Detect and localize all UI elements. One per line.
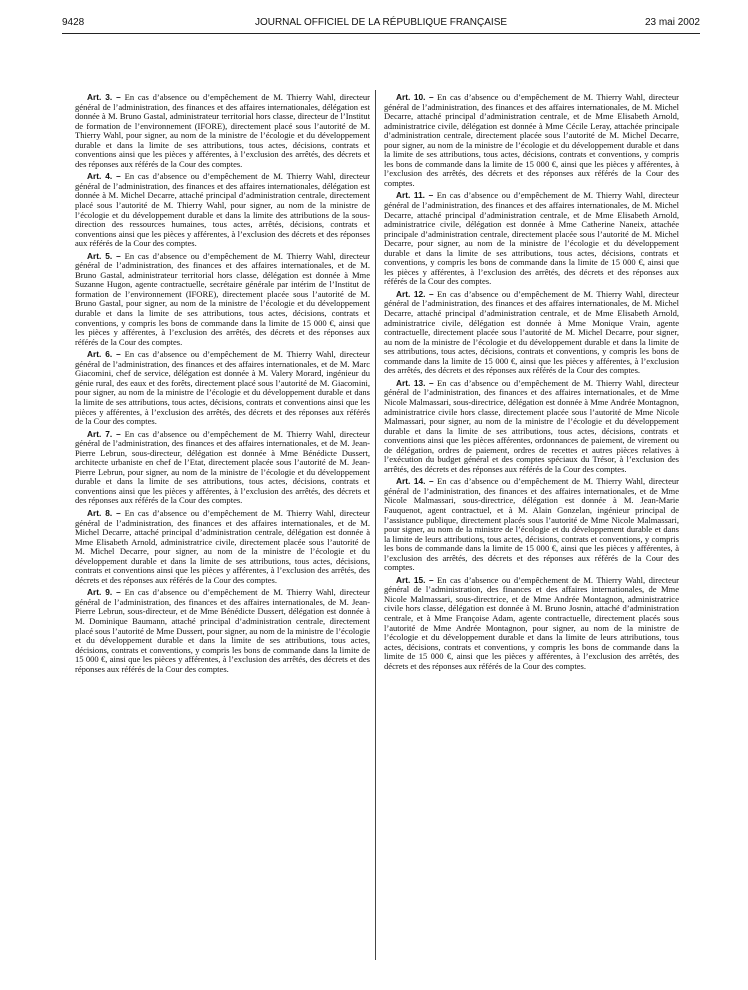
header-rule <box>62 33 700 34</box>
article-text: En cas d’absence ou d’empêchement de M. Thierry Wahl, directeur général de l’administration, des finances et des affaires internationales, de M. Michel Decarre, attaché principal d’administration centrale, et de Mme Elisabeth Arnold, administratrice civile, délégation est donnée à Mme Cécile Leray, attachée principale d’administration centrale, directement placée sous l’autorité de M. Michel Decarre, pour signer, au nom de la ministre de l’écologie et du développement durable et dans la limite de ses attributions, tous actes, décisions, contrats et conventions, y compris les bons de commande dans la limite de 15 000 €, ainsi que les pièces y afférentes, à l’exclusion des arrêtés, des décrets et des réponses aux référés de la Cour des comptes. <box>384 92 679 188</box>
page-number: 9428 <box>62 17 85 28</box>
article-6 <box>75 350 370 426</box>
article-7 <box>75 430 370 506</box>
column-divider <box>375 90 376 960</box>
article-text: En cas d’absence ou d’empêchement de M. Thierry Wahl, directeur général de l’administration, des finances et des affaires internationales, et de M. Marc Giacomini, chef de service, délégation est donnée à M. Valery Morard, ingénieur du génie rural, des eaux et des forêts, directement placé sous l’autorité de M. Giacomini, pour signer, au nom de la ministre de l’écologie et du développement durable et dans la limite de ses attributions, tous actes, décisions, contrats et conventions ainsi que les pièces y afférentes, à l’exclusion des arrêtés, des décrets et des réponses aux référés de la Cour des comptes. <box>75 349 370 427</box>
right-column <box>384 93 679 674</box>
article-4 <box>75 172 370 248</box>
article-5 <box>75 252 370 347</box>
article-label: Art. 4. – <box>87 171 121 182</box>
article-10 <box>384 93 679 188</box>
article-label: Art. 7. – <box>87 428 121 439</box>
article-text: En cas d’absence ou d’empêchement de M. Thierry Wahl, directeur général de l’administration, des finances et des affaires internationales, de M. Jean-Pierre Lebrun, sous-directeur, et de Mme Bénédicte Dussert, délégation est donnée à M. Dominique Baumann, attaché principal d’administration centrale, directement placé sous l’autorité de Mme Dussert, pour signer, au nom de la ministre de l’écologie et du développement durable et dans la limite de ses attributions, tous actes, décisions, contrats et conventions, y compris les bons de commande dans la limite de 15 000 €, ainsi que les pièces y afférentes, à l’exclusion des arrêtés, des décrets et des réponses aux référés de la Cour des comptes. <box>75 587 370 674</box>
article-label: Art. 13. – <box>396 377 434 388</box>
article-9 <box>75 588 370 674</box>
article-text: En cas d’absence ou d’empêchement de M. Thierry Wahl, directeur général de l’administration, des finances et des affaires internationales, délégation est donnée à M. Michel Decarre, attaché principal d’administration centrale, directement placé sous l’autorité de M. Thierry Wahl, pour signer, au nom de la ministre de l’écologie et du développement durable et dans la limite des attributions de la sous-direction des ressources humaines, tous actes, arrêtés, décisions, contrats et conventions ainsi que les pièces y afférentes, à l’exclusion des décrets et des réponses aux référés de la Cour des comptes. <box>75 171 370 249</box>
article-11 <box>384 191 679 286</box>
article-label: Art. 12. – <box>396 288 434 299</box>
article-label: Art. 9. – <box>87 587 121 598</box>
article-text: En cas d’absence ou d’empêchement de M. Thierry Wahl, directeur général de l’administration, des finances et des affaires internationales, et de M. Bruno Gastal, administrateur territorial hors classe, délégation est donnée à Mme Suzanne Hugon, agente contractuelle, secrétaire générale par intérim de l’Institut de formation de l’environnement (IFORE), directement placée sous l’autorité de M. Bruno Gastal, pour signer, au nom de la ministre de l’écologie et du développement durable et dans la limite de ses attributions, tous actes, décisions, contrats et conventions, y compris les bons de commande dans la limite de 15 000 €, ainsi que les pièces y afférentes, à l’exclusion des arrêtés, des décrets et des réponses aux référés de la Cour des comptes. <box>75 250 370 347</box>
article-label: Art. 10. – <box>396 92 434 102</box>
article-text: En cas d’absence ou d’empêchement de M. Thierry Wahl, directeur général de l’administration, des finances et des affaires internationales, de M. Michel Decarre, attaché principal d’administration centrale, et de Mme Elisabeth Arnold, administratrice civile, délégation est donnée à Mme Catherine Naneix, attachée principale d’administration centrale, directement placée sous l’autorité de M. Michel Decarre, pour signer, au nom de la ministre de l’écologie et du développement durable et dans la limite de ses attributions, tous actes, décisions, contrats et conventions, y compris les bons de commande dans la limite de 15 000 €, ainsi que les pièces y afférentes, à l’exclusion des arrêtés, des décrets et des réponses aux référés de la Cour des comptes. <box>384 190 680 287</box>
article-13 <box>384 379 679 474</box>
article-label: Art. 8. – <box>87 507 121 518</box>
article-label: Art. 14. – <box>396 476 434 487</box>
left-column <box>75 93 370 677</box>
article-label: Art. 15. – <box>396 574 434 585</box>
article-14 <box>384 477 679 572</box>
article-text: En cas d’absence ou d’empêchement de M. Thierry Wahl, directeur général de l’administration, des finances et des affaires internationales, et de M. Jean-Pierre Lebrun, sous-directeur, délégation est donnée à Mme Bénédicte Dussert, architecte urbaniste en chef de l’Etat, directement placée sous l’autorité de M. Jean-Pierre Lebrun, pour signer, au nom de la ministre de l’écologie et du développement durable et dans la limite de ses attributions, tous actes, décisions, contrats et conventions ainsi que les pièces y afférentes, à l’exclusion des arrêtés, des décrets et des réponses aux référés de la Cour des comptes. <box>75 428 370 506</box>
article-label: Art. 6. – <box>87 349 121 360</box>
page-header <box>62 17 700 31</box>
article-text: En cas d’absence ou d’empêchement de M. Thierry Wahl, directeur général de l’administration, des finances et des affaires internationales, et de Mme Nicole Malmassari, sous-directrice, délégation est donnée à M. Jean-Marie Fauquenot, agent contractuel, et à M. Alain Gonzelan, ingénieur principal de l’assistance publique, directement placés sous l’autorité de Mme Nicole Malmassari, pour signer, au nom de la ministre de l’écologie et du développement durable et dans la limite de leurs attributions, tous actes, décisions, contrats et conventions, y compris les bons de commande dans la limite de 15 000 €, ainsi que les pièces y afférentes, à l’exclusion des arrêtés, des décrets et des réponses aux référés de la Cour des comptes. <box>384 476 679 573</box>
article-8 <box>75 509 370 585</box>
article-15 <box>384 576 679 671</box>
article-text: En cas d’absence ou d’empêchement de M. Thierry Wahl, directeur général de l’administration, des finances et des affaires internationales, délégation est donnée à M. Bruno Gastal, administrateur territorial hors classe, directeur de l’Institut de formation de l’environnement (IFORE), directement placé sous l’autorité de M. Thierry Wahl, pour signer, au nom de la ministre de l’écologie et du développement durable et dans la limite de ses attributions, tous actes, décisions, contrats et conventions ainsi que les pièces y afférentes, à l’exclusion des arrêtés, des décrets et des réponses aux référés de la Cour des comptes. <box>75 92 370 169</box>
article-label: Art. 11. – <box>396 190 434 201</box>
publication-date: 23 mai 2002 <box>644 17 700 28</box>
article-label: Art. 3. – <box>87 92 121 102</box>
article-text: En cas d’absence ou d’empêchement de M. Thierry Wahl, directeur général de l’administration, des finances et des affaires internationales, et de Mme Nicole Malmassari, sous-directrice, délégation est donnée à Mme Andrée Montagnon, administratrice civile hors classe, directement placée sous l’autorité de Mme Nicole Malmassari, pour signer, au nom de la ministre de l’écologie et du développement durable et dans la limite de ses attributions, tous actes, décisions, contrats et conventions ainsi que les pièces afférentes, ordonnances de paiement, de virement ou de délégation, ordres de paiement, ordres de recettes et autres pièces relatives à l’exécution du budget général et des comptes spéciaux du Trésor, à l’exclusion des arrêtés, des décrets et des réponses aux référés de la Cour des comptes. <box>384 377 679 474</box>
journal-title: JOURNAL OFFICIEL DE LA RÉPUBLIQUE FRANÇAISE <box>254 17 508 28</box>
article-text: En cas d’absence ou d’empêchement de M. Thierry Wahl, directeur général de l’administration, des finances et des affaires internationales, de M. Michel Decarre, attaché principal d’administration centrale, et de Mme Elisabeth Arnold, administratrice civile, délégation est donnée à Mme Monique Vrain, agente contractuelle, directement placée sous l’autorité de M. Michel Decarre, pour signer, au nom de la ministre de l’écologie et du développement durable et dans la limite de ses attributions, tous actes, décisions, contrats et conventions, y compris les bons de commande dans la limite de 15 000 €, ainsi que les pièces y afférentes, à l’exclusion des arrêtés, des décrets et des réponses aux référés de la Cour des comptes. <box>384 288 679 376</box>
article-12 <box>384 290 679 376</box>
article-label: Art. 5. – <box>87 250 121 261</box>
article-text: En cas d’absence ou d’empêchement de M. Thierry Wahl, directeur général de l’administration, des finances et des affaires internationales, de Mme Nicole Malmassari, sous-directrice, et de Mme Andrée Montagnon, administratrice civile hors classe, délégation est donnée à M. Bruno Josnin, attaché d’administration centrale, et à Mme Françoise Adam, agente contractuelle, directement placés sous l’autorité de Mme Andrée Montagnon, pour signer, au nom de la ministre de l’écologie et du développement durable et dans la limite de leurs attributions, tous actes, décisions, contrats et conventions, y compris les bons de commande dans la limite de 15 000 €, ainsi que les pièces y afférentes, à l’exclusion des arrêtés, des décrets et des réponses aux référés de la Cour des comptes. <box>384 574 679 671</box>
article-text: En cas d’absence ou d’empêchement de M. Thierry Wahl, directeur général de l’administration, des finances et des affaires internationales, et de M. Michel Decarre, attaché principal d’administration centrale, délégation est donnée à Mme Elisabeth Arnold, administratrice civile, directement placée sous l’autorité de M. Michel Decarre, pour signer, au nom de la ministre de l’écologie et du développement durable et dans la limite de ses attributions, tous actes, décisions, contrats et conventions ainsi que les pièces y afférentes, à l’exclusion des arrêtés, des décrets et des réponses aux référés de la Cour des comptes. <box>75 507 370 585</box>
article-3 <box>75 93 370 169</box>
